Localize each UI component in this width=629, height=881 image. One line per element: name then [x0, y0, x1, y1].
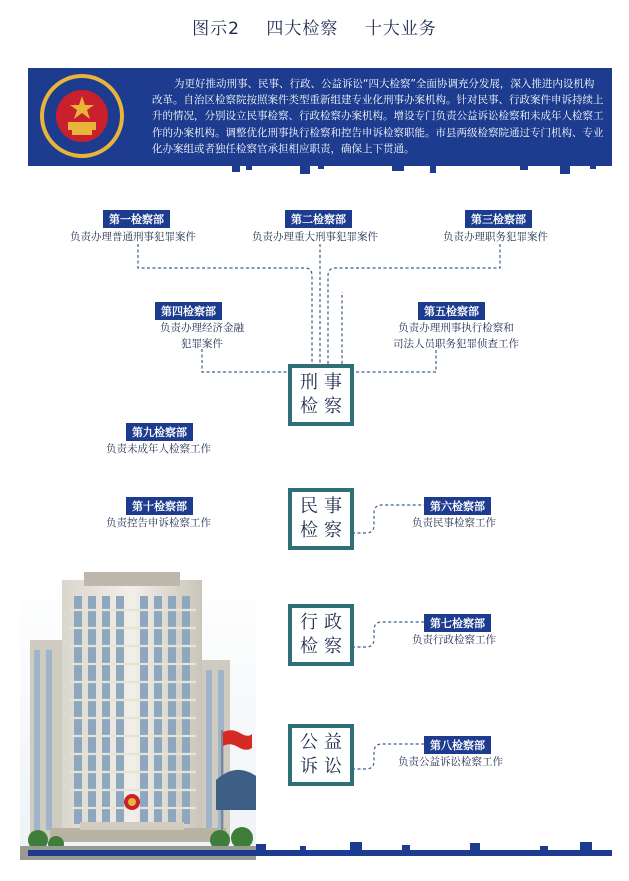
dept-7-label: 第七检察部 [424, 614, 491, 632]
dept-1-desc: 负责办理普通刑事犯罪案件 [70, 231, 196, 243]
dept-9-desc: 负责未成年人检察工作 [106, 443, 211, 455]
dept-10-desc: 负责控告申诉检察工作 [106, 517, 211, 529]
intro-text: 为更好推动刑事、民事、行政、公益诉讼“四大检察”全面协调充分发展，深入推进内设机构改革。自治区检察院按照案件类型重新组建专业化刑事办案机构。针对民事、行政案件申诉持续上升的情况，分别设立民事检察、行政检察办案机构。增设专门负责公益诉讼检察和未成年人检察工作的办案机构。调整优化刑事执行检察和控告申诉检察职能。市县两级检察院通过专门机构、专业化办案组或者独任检察官承担相应职责，确保上下贯通。 [152, 78, 604, 155]
core-label: 行政 [300, 612, 348, 633]
dept-5-desc-line: 负责办理刑事执行检察和 [398, 322, 514, 334]
dept-10-label: 第十检察部 [126, 497, 193, 515]
dept-5-desc-line: 司法人员职务犯罪侦查工作 [393, 338, 519, 350]
dept-2-label: 第二检察部 [285, 210, 352, 228]
dept-1-label: 第一检察部 [103, 210, 170, 228]
dept-2-desc: 负责办理重大刑事犯罪案件 [252, 231, 378, 243]
core-label: 刑事 [300, 372, 348, 393]
core-label: 诉讼 [300, 756, 348, 777]
bottom-skyline-strip [0, 842, 629, 862]
dept-3-label: 第三检察部 [465, 210, 532, 228]
figure-number: 图示2 [192, 19, 240, 39]
dept-6-desc: 负责民事检察工作 [412, 517, 496, 529]
dept-4-desc-line: 负责办理经济金融 [160, 322, 244, 334]
dept-4-desc-line: 犯罪案件 [181, 338, 223, 350]
core-label: 检察 [300, 636, 348, 657]
dept-5-desc [386, 320, 526, 352]
core-label: 检察 [300, 520, 348, 541]
core-label: 公益 [300, 732, 348, 753]
dept-7-desc: 负责行政检察工作 [412, 634, 496, 646]
procuratorate-building-illustration [20, 570, 256, 860]
core-civil-procuratorate [288, 488, 354, 550]
dept-4-desc [146, 320, 258, 352]
core-label: 民事 [300, 496, 348, 517]
core-administrative-procuratorate [288, 604, 354, 666]
core-criminal-procuratorate [288, 364, 354, 426]
dept-4-label: 第四检察部 [155, 302, 222, 320]
dept-3-desc: 负责办理职务犯罪案件 [443, 231, 548, 243]
dept-8-desc: 负责公益诉讼检察工作 [398, 756, 503, 768]
core-label: 检察 [300, 396, 348, 417]
core-public-interest-litigation [288, 724, 354, 786]
dept-8-label: 第八检察部 [424, 736, 491, 754]
dept-5-label: 第五检察部 [418, 302, 485, 320]
dept-6-label: 第六检察部 [424, 497, 491, 515]
title-sub: 十大业务 [364, 19, 437, 39]
dept-9-label: 第九检察部 [126, 423, 193, 441]
title-main: 四大检察 [266, 19, 339, 39]
